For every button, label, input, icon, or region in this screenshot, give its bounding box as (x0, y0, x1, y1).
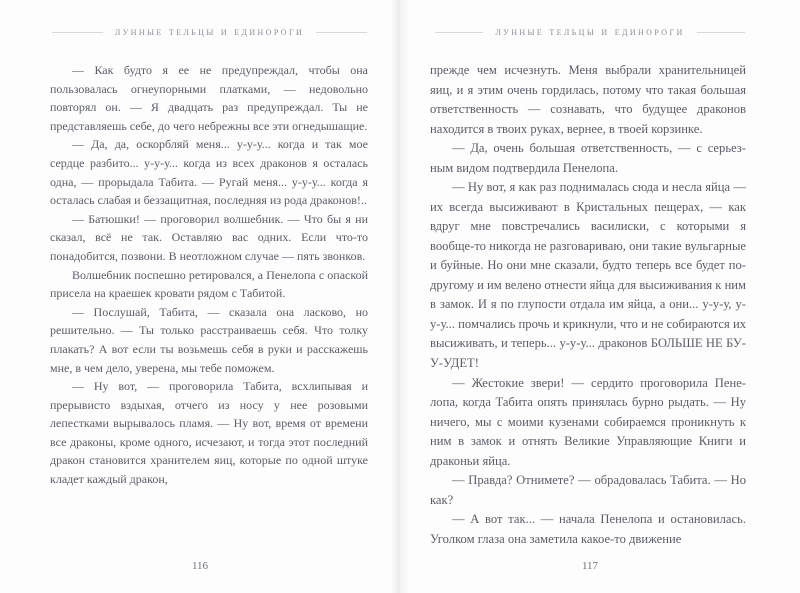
page-number: 117 (581, 560, 599, 572)
paragraph: — Ну вот, я как раз поднималась сюда и несла яйца — их всегда высиживают в Кристальных пещерах, — как вдруг мне повстречались василиски, с которыми я вообще-то никогда не разговариваю, они такие вульгарные и буйные. Но они мне сказали, будто теперь все будет по-другому и им велено отнести яйца для высиживания к ним в замок. И я по глупости отдала им яйца, а они... у-у-у, у-у-у... помчались прочь и крикнули, что и не собираются их высиживать, и теперь... у-у-у... драконов БОЛЬШЕ НЕ БУ-У-УДЕТ! (430, 180, 747, 370)
paragraph: — Как будто я ее не предупреждал, чтобы она пользовалась огнеупорными платками, — недовольно повторял он. — Я двадцать раз предупреждал. Ты не представляешь себе, до чего небрежны все эти огнедышащие. (50, 63, 368, 133)
running-head-rule-right (697, 32, 745, 33)
running-head-title: лунные тельцы и единороги (114, 26, 305, 38)
paragraph: Волшебник поспешно ретировался, а Пенелопа с опаской присела на краешек кровати рядом с Табитой. (50, 267, 368, 301)
right-page (405, 0, 800, 593)
paragraph: — Да, да, оскорбляй меня... у-у-у... когда и так мое сердце разбито... у-у-у... когда из всех драконов я осталась одна, — прорыдала Табита. — Ругай меня... у-у-у... когда я осталась слабая и беззащитная, последняя из рода драконов!.. (50, 137, 368, 208)
left-page (0, 0, 395, 593)
running-head-rule-left (435, 32, 483, 33)
paragraph: — Жестокие звери! — сердито проговорила Пенелопа, когда Табита опять принялась бурно рыдать. — Ну ничего, мы с моими кузенами собираемся проникнуть к ним в замок и отнять Великие Управляющие Книги и драконьи яйца. (430, 375, 746, 468)
running-head-rule-left (52, 32, 103, 33)
page-body (50, 61, 368, 489)
page-body (430, 61, 746, 549)
running-head (435, 24, 745, 40)
paragraph: — А вот так... — начала Пенелопа и остановилась. Уголком глаза она заметила какое-то движение (430, 512, 746, 546)
paragraph: — Ну вот, — проговорила Табита, всхлипывая и прерывисто вздыхая, отчего из носу у нее розовыми лепестками вырывалось пламя. — Ну вот, время от времени все драконы, кроме одного, исчезают, и тогда этот последний дракон становится хранителем яиц, которые по одной штуке кладет каждый дракон, (50, 379, 368, 487)
running-head-rule-right (316, 32, 367, 33)
paragraph: — Да, очень большая ответственность, — с серьезным видом подтвердила Пенелопа. (430, 141, 746, 175)
paragraph: прежде чем исчезнуть. Меня выбрали хранительницей яиц, и я этим очень гордилась, потому что такая большая ответственность — сознавать, что будущее драконов находится в твоих руках, вернее, в твоей корзинке. (430, 63, 746, 136)
running-head (52, 24, 367, 40)
page-number: 116 (191, 560, 209, 572)
paragraph: — Правда? Отнимете? — обрадовалась Табита. — Но как? (430, 473, 746, 507)
paragraph: — Батюшки! — проговорил волшебник. — Что бы я ни сказал, всё не так. Оставляю вас одних. Если что-то понадобится, позвони. В неотложном случае — пять звонков. (50, 211, 368, 263)
running-head-title: лунные тельцы и единороги (495, 26, 685, 38)
paragraph: — Послушай, Табита, — сказала она ласково, но решительно. — Ты только расстраиваешь себя. Что толку плакать? А вот если ты возьмешь себя в руки и расскажешь мне, в чем дело, уверена, мы тебе поможем. (50, 304, 368, 375)
